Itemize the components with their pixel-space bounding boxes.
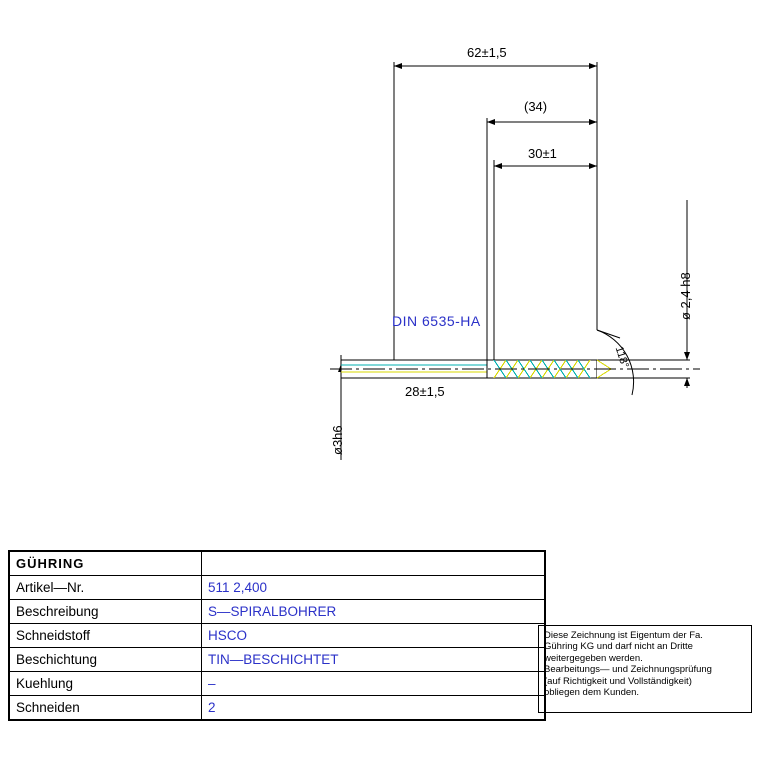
row-label-artikelnr: Artikel—Nr. (10, 576, 202, 600)
dim-shank-diameter: ø3h6 (330, 425, 345, 455)
dim-overall-length: 62±1,5 (467, 45, 507, 60)
row-label-beschreibung: Beschreibung (10, 600, 202, 624)
row-value-artikelnr: 511 2,400 (202, 576, 545, 600)
tool-body (330, 360, 700, 378)
dim-cutting-diameter: ø 2,4 h8 (678, 272, 693, 320)
row-label-kuehlung: Kuehlung (10, 672, 202, 696)
table-row (10, 624, 545, 648)
table-row-logo (10, 552, 545, 576)
logo-cell (10, 552, 202, 576)
legal-note-line: (auf Richtigkeit und Vollständigkeit) (544, 675, 692, 687)
dim-shank-length: 28±1,5 (405, 384, 445, 399)
point-angle-leader (597, 330, 620, 338)
table-row (10, 648, 545, 672)
legal-note-line: Diese Zeichnung ist Eigentum der Fa. (544, 630, 703, 641)
dim-point-angle: 118° (612, 345, 631, 370)
table-row (10, 696, 545, 720)
legal-note-line: Gühring KG und darf nicht an Dritte (544, 641, 693, 653)
row-label-schneidstoff: Schneidstoff (10, 624, 202, 648)
table-row (10, 600, 545, 624)
dim-reference-34: (34) (524, 99, 548, 114)
table-row (10, 576, 545, 600)
row-value-schneiden: 2 (202, 696, 545, 720)
table-row (10, 672, 545, 696)
legal-note-box (538, 625, 752, 713)
legal-note-line: weitergegeben werden. (544, 652, 643, 664)
din-standard-label: DIN 6535-HA (392, 313, 481, 329)
legal-note-line: obliegen dem Kunden. (544, 687, 640, 699)
guehring-logo: GÜHRING (16, 556, 85, 571)
title-block (8, 550, 546, 721)
dim-flute-length: 30±1 (528, 146, 557, 161)
logo-row-blank (202, 552, 545, 576)
row-value-kuehlung: – (202, 672, 545, 696)
row-value-schneidstoff: HSCO (202, 624, 545, 648)
row-label-schneiden: Schneiden (10, 696, 202, 720)
row-value-beschreibung: S—SPIRALBOHRER (202, 600, 545, 624)
row-label-beschichtung: Beschichtung (10, 648, 202, 672)
row-value-beschichtung: TIN—BESCHICHTET (202, 648, 545, 672)
legal-note-line: Bearbeitungs— und Zeichnungsprüfung (544, 664, 712, 676)
